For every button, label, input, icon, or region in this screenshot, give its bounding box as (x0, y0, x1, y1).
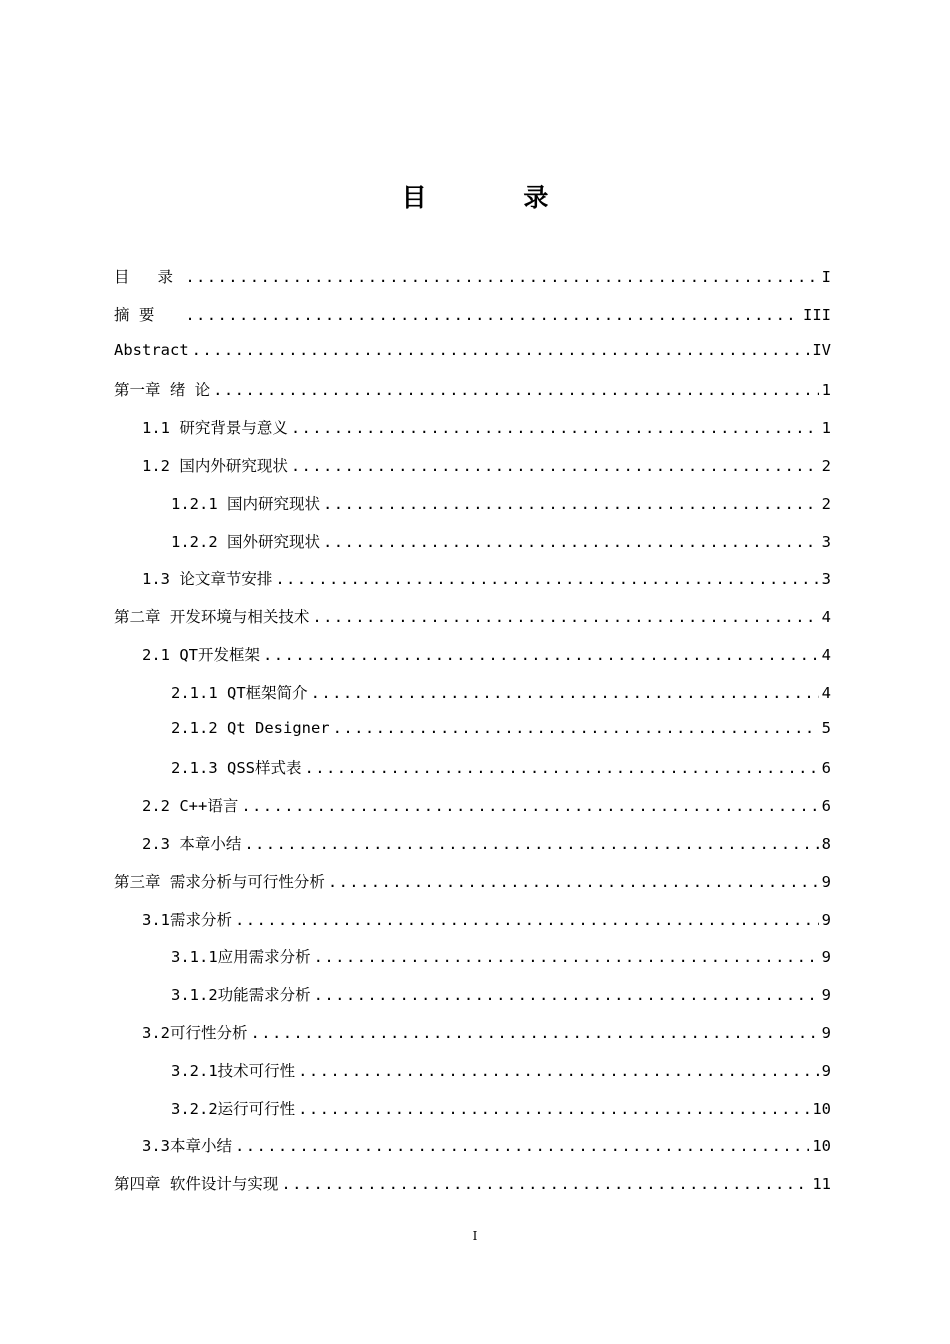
toc-entry-label: 2.1.3 QSS样式表 (171, 759, 302, 778)
toc-entry-page-number: 6 (821, 759, 831, 778)
toc-leader-dots (235, 1137, 809, 1155)
toc-entry[interactable] (114, 1097, 831, 1135)
toc-entry-page-number: 10 (812, 1099, 831, 1118)
toc-entry-label: 2.2 C++语言 (142, 797, 239, 816)
toc-leader-dots (281, 1175, 809, 1193)
toc-entry-label: 第四章 软件设计与实现 (114, 1175, 279, 1194)
toc-entry-page-number: 2 (821, 456, 831, 475)
toc-entry-page-number: 5 (821, 718, 831, 737)
page-footer-number: I (472, 1229, 478, 1243)
toc-entry[interactable] (114, 794, 831, 832)
toc-leader-dots (185, 268, 818, 286)
toc-entry-label: 1.3 论文章节安排 (142, 570, 273, 589)
toc-entry-label: 目 录 (114, 268, 183, 286)
toc-entry[interactable] (114, 341, 831, 379)
toc-entry-label: 摘 要 (114, 305, 183, 324)
toc-leader-dots (241, 797, 818, 815)
toc-entry-page-number: 9 (821, 910, 831, 929)
toc-leader-dots (298, 1100, 809, 1118)
toc-entry-page-number: 10 (812, 1137, 831, 1156)
toc-entry[interactable] (114, 719, 831, 757)
toc-entry-label: 第三章 需求分析与可行性分析 (114, 872, 325, 891)
toc-entry-page-number: 1 (821, 419, 831, 438)
toc-leader-dots (328, 873, 819, 891)
toc-entry-page-number: IV (812, 340, 831, 359)
toc-entry-page-number: I (821, 268, 831, 286)
toc-entry-page-number: 9 (821, 1061, 831, 1080)
toc-leader-dots (291, 419, 819, 437)
toc-leader-dots (305, 759, 819, 777)
toc-entry-page-number: 9 (821, 948, 831, 967)
toc-leader-dots (192, 341, 810, 359)
toc-entry[interactable] (114, 870, 831, 908)
toc-entry-page-number: 1 (821, 381, 831, 400)
toc-entry[interactable] (114, 303, 831, 341)
toc-leader-dots (323, 495, 819, 513)
toc-entry-page-number: 4 (821, 645, 831, 664)
toc-entry-label: 2.1 QT开发框架 (142, 645, 260, 664)
toc-entry-page-number: 4 (821, 683, 831, 702)
toc-leader-dots (213, 381, 818, 399)
toc-leader-dots (298, 1062, 818, 1080)
toc-entry-page-number: 11 (812, 1175, 831, 1194)
toc-entry-label: 3.2.1技术可行性 (171, 1061, 296, 1080)
toc-leader-dots (311, 684, 819, 702)
toc-entry-label: 第二章 开发环境与相关技术 (114, 608, 310, 627)
toc-entry-label: 3.1.1应用需求分析 (171, 948, 311, 967)
toc-entry[interactable] (114, 1172, 831, 1210)
toc-entry[interactable] (114, 1021, 831, 1059)
toc-entry[interactable] (114, 832, 831, 870)
toc-entry-page-number: 3 (821, 532, 831, 551)
toc-entry[interactable] (114, 605, 831, 643)
toc-entry[interactable] (114, 530, 831, 568)
toc-entry-label: 3.2可行性分析 (142, 1023, 248, 1042)
toc-entry-label: 2.1.2 Qt Designer (171, 718, 330, 737)
toc-entry-page-number: III (803, 305, 831, 324)
toc-entry-label: 1.1 研究背景与意义 (142, 419, 288, 438)
toc-entry[interactable] (114, 265, 831, 303)
toc-entry-page-number: 2 (821, 494, 831, 513)
toc-entry-page-number: 9 (821, 1023, 831, 1042)
toc-entry[interactable] (114, 681, 831, 719)
toc-entry-label: 2.3 本章小结 (142, 834, 242, 853)
toc-entry[interactable] (114, 756, 831, 794)
toc-leader-dots (323, 533, 819, 551)
toc-leader-dots (314, 948, 819, 966)
toc-entry-label: 第一章 绪 论 (114, 381, 211, 400)
toc-entry-label: 3.1需求分析 (142, 910, 232, 929)
toc-leader-dots (291, 457, 819, 475)
toc-entry[interactable] (114, 945, 831, 983)
toc-entry-page-number: 6 (821, 797, 831, 816)
toc-entry[interactable] (114, 492, 831, 530)
toc-entry[interactable] (114, 1134, 831, 1172)
toc-entry[interactable] (114, 567, 831, 605)
toc-entry-page-number: 3 (821, 570, 831, 589)
toc-leader-dots (312, 608, 818, 626)
toc-leader-dots (235, 911, 819, 929)
toc-entry-label: 1.2.2 国外研究现状 (171, 532, 320, 551)
toc-title: 目 录 (401, 183, 593, 212)
toc-entry[interactable] (114, 908, 831, 946)
toc-entry[interactable] (114, 643, 831, 681)
toc-leader-dots (333, 719, 819, 737)
toc-leader-dots (185, 306, 800, 324)
toc-entry-label: 1.2.1 国内研究现状 (171, 494, 320, 513)
toc-entry-label: 3.2.2运行可行性 (171, 1099, 296, 1118)
toc-entry[interactable] (114, 378, 831, 416)
toc-entry[interactable] (114, 983, 831, 1021)
toc-entry-page-number: 8 (821, 834, 831, 853)
toc-leader-dots (263, 646, 819, 664)
toc-leader-dots (314, 986, 819, 1004)
toc-entry[interactable] (114, 416, 831, 454)
toc-leader-dots (275, 570, 818, 588)
toc-entry[interactable] (114, 454, 831, 492)
toc-entry-label: 1.2 国内外研究现状 (142, 456, 288, 475)
toc-entry-label: Abstract (114, 340, 189, 359)
table-of-contents (114, 265, 831, 1210)
toc-entry[interactable] (114, 1059, 831, 1097)
toc-entry-page-number: 9 (821, 986, 831, 1005)
toc-leader-dots (244, 835, 818, 853)
toc-leader-dots (251, 1024, 819, 1042)
toc-entry-label: 2.1.1 QT框架简介 (171, 683, 308, 702)
toc-entry-page-number: 4 (821, 608, 831, 627)
toc-entry-page-number: 9 (821, 872, 831, 891)
toc-entry-label: 3.3本章小结 (142, 1137, 232, 1156)
toc-entry-label: 3.1.2功能需求分析 (171, 986, 311, 1005)
